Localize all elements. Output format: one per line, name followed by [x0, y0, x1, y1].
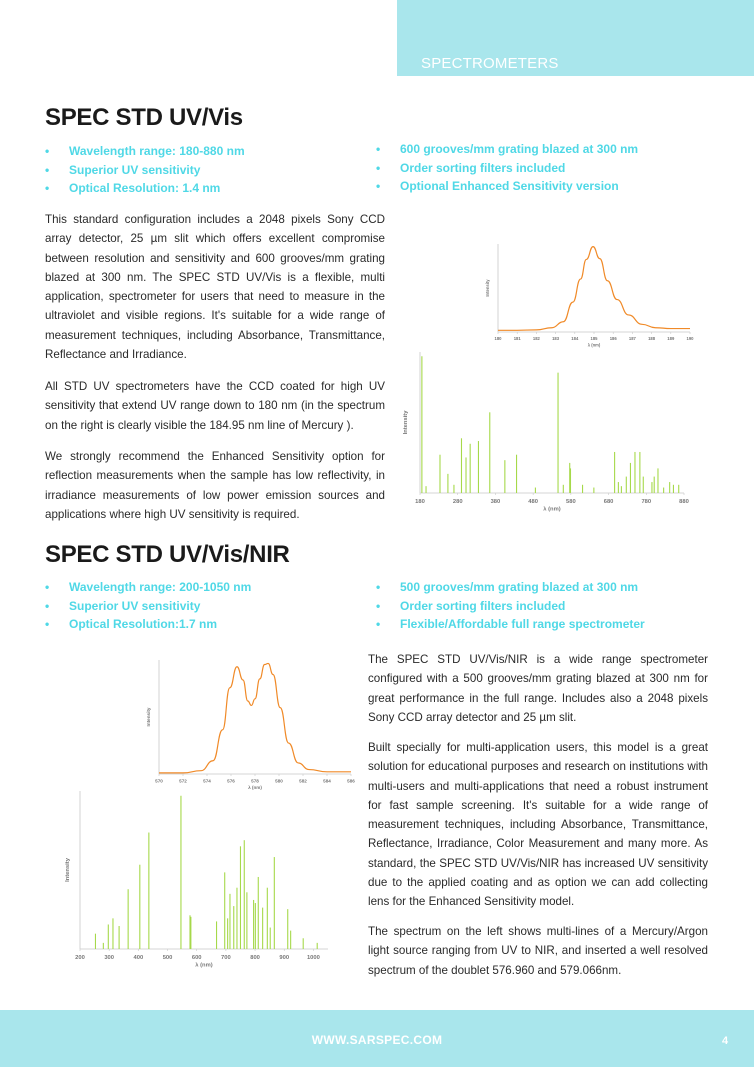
x-tick-label: 182	[532, 336, 540, 342]
x-tick-label: 576	[227, 778, 235, 784]
x-tick-label: 578	[251, 778, 259, 784]
x-tick-label: 780	[641, 498, 652, 505]
x-tick-label: 184	[571, 336, 579, 342]
bullet-enhanced: • Optional Enhanced Sensitivity version	[376, 177, 736, 196]
chart2-main	[60, 787, 338, 973]
x-axis-label: λ (nm)	[195, 962, 213, 969]
x-tick-label: 680	[603, 498, 614, 505]
section2-paragraph-2: Built specially for multi-application users, this model is a great solution for educational purposes and research on institutions with multi-users and multi-applications that need a robust instrument for fast sample screening. It's suitable for a wide range of measurement techniques, including Absorbance, Transmittance, Reflectance, Irradiance, Color Measurement and many more. As standard, the SPEC STD UV/Vis/NIR has increased UV sensitivity due to the applied coating and as option we can add collecting lens for the Enhanced Sensitivity model.	[368, 741, 708, 909]
spectrum-line	[498, 247, 690, 331]
bullet-affordable: • Flexible/Affordable full range spectrometer	[376, 615, 736, 634]
x-axis-label: λ (nm)	[543, 506, 561, 513]
x-tick-label: 187	[628, 336, 636, 342]
y-axis-label: Intensity	[146, 707, 151, 727]
x-tick-label: 600	[191, 954, 202, 961]
x-axis-label: λ (nm)	[248, 785, 262, 791]
x-tick-label: 580	[566, 498, 576, 505]
x-tick-label: 189	[667, 336, 675, 342]
x-tick-label: 800	[250, 954, 260, 961]
x-tick-label: 1000	[306, 954, 320, 961]
x-tick-label: 582	[299, 778, 307, 784]
x-axis-label: λ (nm)	[587, 342, 601, 348]
bullet-wavelength: • Wavelength range: 200-1050 nm	[45, 578, 365, 597]
x-tick-label: 580	[275, 778, 283, 784]
x-tick-label: 380	[490, 498, 501, 505]
x-tick-label: 570	[155, 778, 163, 784]
x-tick-label: 300	[104, 954, 115, 961]
x-tick-label: 181	[513, 336, 521, 342]
bullet-filters: • Order sorting filters included	[376, 159, 736, 178]
bullet-uv-sensitivity: • Superior UV sensitivity	[45, 161, 365, 180]
section-label: SPECTROMETERS	[421, 55, 559, 72]
section2-paragraph-3: The spectrum on the left shows multi-lines of a Mercury/Argon light source ranging from UV to NIR, and inserted a well resolved spectrum of the doublet 576.960 and 579.066nm.	[368, 925, 708, 977]
section1-paragraph-2: All STD UV spectrometers have the CCD coated for high UV sensitivity that extend UV range down to 180 nm (in the spectrum on the right is clearly visible the 184.95 nm line of Mercury ).	[45, 380, 385, 432]
spectrum-line	[159, 663, 351, 772]
x-tick-label: 700	[221, 954, 231, 961]
x-tick-label: 180	[415, 498, 425, 505]
x-tick-label: 900	[279, 954, 290, 961]
y-axis-label: Intensity	[403, 410, 409, 435]
x-tick-label: 880	[679, 498, 689, 505]
x-tick-label: 186	[609, 336, 617, 342]
section2-title: SPEC STD UV/Vis/NIR	[45, 541, 290, 568]
bullet-uv-sensitivity: • Superior UV sensitivity	[45, 597, 365, 616]
bullet-grating: • 500 grooves/mm grating blazed at 300 nm	[376, 578, 736, 597]
x-tick-label: 190	[686, 336, 694, 342]
footer-website-link[interactable]: WWW.SARSPEC.COM	[311, 1033, 443, 1047]
section2-bullets-left	[45, 578, 365, 634]
x-tick-label: 400	[133, 954, 144, 961]
section1-title: SPEC STD UV/Vis	[45, 104, 243, 131]
x-tick-label: 500	[162, 954, 173, 961]
x-tick-label: 572	[179, 778, 187, 784]
x-tick-label: 183	[552, 336, 560, 342]
section2-bullets-right	[376, 578, 736, 634]
bullet-grating: • 600 grooves/mm grating blazed at 300 nm	[376, 140, 736, 159]
x-tick-label: 584	[323, 778, 331, 784]
x-tick-label: 586	[347, 778, 355, 784]
section1-bullets-right	[376, 140, 736, 196]
chart2-inset	[143, 656, 358, 798]
bullet-resolution: • Optical Resolution:1.7 nm	[45, 615, 365, 634]
section1-bullets-left	[45, 142, 365, 198]
x-tick-label: 480	[528, 498, 538, 505]
chart1-main	[400, 348, 692, 516]
x-tick-label: 200	[75, 954, 85, 961]
x-tick-label: 188	[648, 336, 656, 342]
page-number: 4	[722, 1035, 729, 1047]
section2-paragraph-1: The SPEC STD UV/Vis/NIR is a wide range spectrometer configured with a 500 grooves/mm grating blazed at 300 nm for great performance in the full range. Includes also a 2048 pixels Sony CCD array detector and 25 µm slit.	[368, 653, 708, 724]
x-tick-label: 574	[203, 778, 211, 784]
x-tick-label: 180	[494, 336, 502, 342]
x-tick-label: 280	[452, 498, 463, 505]
bullet-filters: • Order sorting filters included	[376, 597, 736, 616]
chart1-inset	[485, 240, 698, 355]
y-axis-label: Intensity	[485, 279, 490, 297]
x-tick-label: 185	[590, 336, 598, 342]
bullet-resolution: • Optical Resolution: 1.4 nm	[45, 179, 365, 198]
section1-paragraph-3: We strongly recommend the Enhanced Sensitivity option for reflection measurements when the sample has low reflectivity, in irradiance measurements of low power emission sources and applications where high UV sensitivity is required.	[45, 450, 385, 521]
y-axis-label: Intensity	[65, 858, 71, 882]
bullet-wavelength: • Wavelength range: 180-880 nm	[45, 142, 365, 161]
section1-paragraph-1: This standard configuration includes a 2048 pixels Sony CCD array detector, 25 µm slit which offers excellent compromise between resolution and sensitivity and 600 grooves/mm grating blazed at 300 nm. The SPEC STD UV/Vis is a flexible, multi application, spectrometer for users that need to measure in the ultraviolet and visible regions. It's suitable for a wide range of measurement techniques, including Absorbance, Transmittance, Reflectance and Irradiance.	[45, 213, 385, 362]
